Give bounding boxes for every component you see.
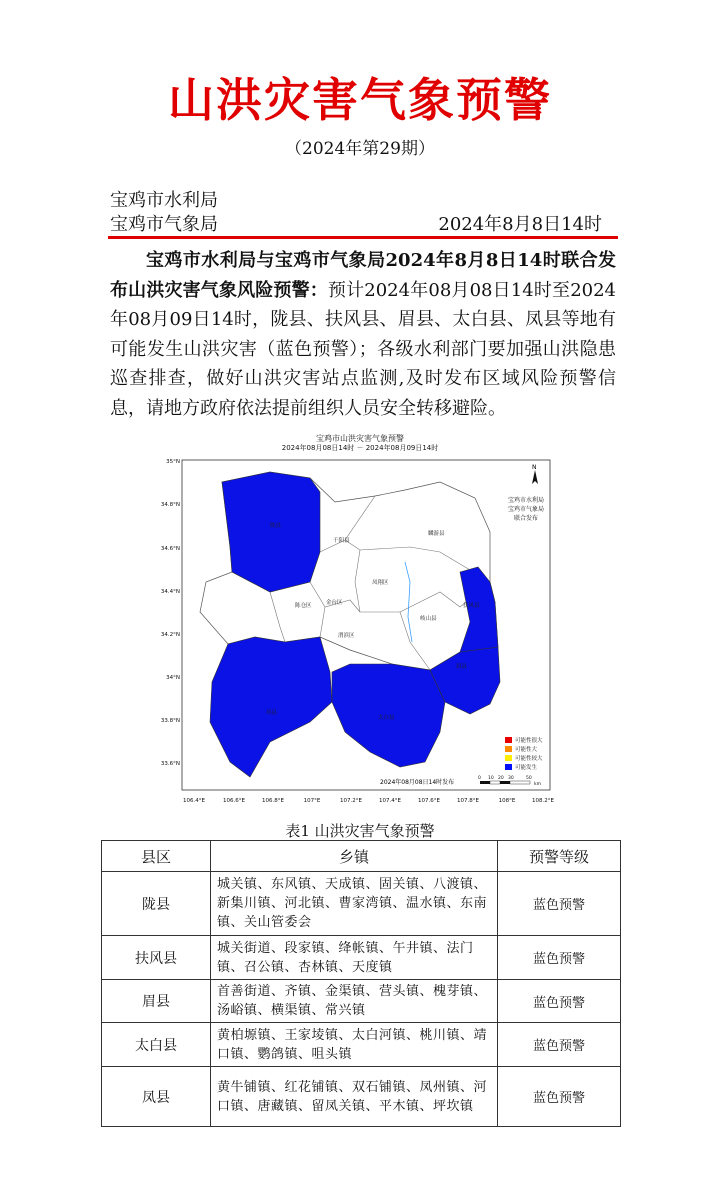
lon-axis: [183, 798, 554, 804]
scale-label: 20: [498, 776, 504, 781]
county-cell: 太白县: [102, 1023, 211, 1067]
legend-swatch: [505, 746, 512, 752]
lon-tick-label: 107.8°E: [457, 798, 479, 804]
level-cell: 蓝色预警: [498, 1023, 621, 1067]
county-cell: 眉县: [102, 980, 211, 1023]
map-issuer-line: 宝鸡市水利局: [507, 497, 545, 504]
table-header-row: [102, 841, 621, 872]
header-towns: 乡镇: [211, 841, 498, 872]
county-cell: 扶风县: [102, 936, 211, 980]
towns-cell: 城关镇、东风镇、天成镇、固关镇、八渡镇、新集川镇、河北镇、曹家湾镇、温水镇、东南镇、关山管委会: [211, 872, 498, 936]
issuer-water-bureau: 宝鸡市水利局: [110, 190, 218, 211]
legend-label: 可能性大: [515, 747, 538, 753]
lon-tick-label: 106.8°E: [262, 798, 284, 804]
scale-label: 10: [488, 776, 494, 781]
district-label: 千阳县: [333, 538, 350, 544]
district-label: 凤翔区: [372, 580, 389, 586]
scale-label: 30: [508, 776, 514, 781]
level-cell: 蓝色预警: [498, 936, 621, 980]
table-row: [102, 1023, 621, 1067]
warning-body-rest: 预计2024年08月08日14时至2024年08月09日14时，陇县、扶风县、眉县、太白县、凤县等地有可能发生山洪灾害（蓝色预警）；各级水利部门要加强山洪隐患巡查排查，做好山洪灾害站点监测,及时发布区域风险预警信息，请地方政府依法提前组织人员安全转移避险。: [110, 279, 616, 419]
lat-tick-label: 33.8°N: [160, 718, 180, 724]
warning-map: [160, 432, 560, 812]
level-cell: 蓝色预警: [498, 1067, 621, 1127]
lat-tick-label: 33.6°N: [160, 761, 180, 767]
county-cell: 凤县: [102, 1067, 211, 1127]
towns-cell: 黄柏塬镇、王家堎镇、太白河镇、桃川镇、靖口镇、鹦鸽镇、咀头镇: [211, 1023, 498, 1067]
table-row: [102, 980, 621, 1023]
legend-label: 可能发生: [515, 765, 538, 771]
lat-tick-label: 34.4°N: [160, 589, 180, 595]
district-label: 金台区: [326, 600, 343, 606]
lon-tick-label: 107°E: [303, 798, 321, 804]
warning-table: [101, 840, 621, 1127]
lon-tick-label: 107.6°E: [418, 798, 440, 804]
level-cell: 蓝色预警: [498, 872, 621, 936]
page-title: 山洪灾害气象预警: [168, 73, 552, 127]
legend-label: 可能性很大: [515, 738, 543, 744]
map-issuer-line: 联合发布: [513, 515, 539, 522]
lat-tick-label: 34°N: [166, 675, 180, 681]
lon-tick-label: 107.2°E: [340, 798, 362, 804]
district-label: 陇县: [270, 523, 282, 529]
district-label: 岐山县: [420, 616, 437, 622]
legend-swatch: [505, 764, 512, 770]
district-label: 陈仓区: [295, 603, 312, 609]
county-longxian: [222, 472, 320, 592]
scale-label: km: [534, 782, 541, 787]
towns-cell: 黄牛铺镇、红花铺镇、双石铺镇、凤州镇、河口镇、唐藏镇、留凤关镇、平木镇、坪坎镇: [211, 1067, 498, 1127]
scale-label: 50: [526, 776, 532, 781]
warning-body: [110, 246, 616, 423]
table-row: [102, 872, 621, 936]
map-title: 宝鸡市山洪灾害气象预警: [316, 434, 404, 443]
svg-text:N: N: [532, 464, 537, 471]
legend-label: 可能性较大: [515, 756, 543, 762]
scale-label: 0: [478, 776, 481, 781]
lat-tick-label: 34.2°N: [160, 632, 180, 638]
issue-number: （2024年第29期）: [285, 139, 435, 159]
district-label: 渭滨区: [338, 633, 355, 639]
red-divider: [108, 236, 618, 239]
district-label: 凤县: [266, 710, 278, 716]
towns-cell: 城关街道、段家镇、绛帐镇、午井镇、法门镇、召公镇、杏林镇、天度镇: [211, 936, 498, 980]
district-label: 太白县: [378, 715, 395, 721]
lat-tick-label: 34.8°N: [160, 502, 180, 508]
lon-tick-label: 108°E: [498, 798, 516, 804]
legend-swatch: [505, 755, 512, 761]
table-row: [102, 936, 621, 980]
header-level: 预警等级: [498, 841, 621, 872]
legend-swatch: [505, 737, 512, 743]
map-footer: 2024年08月08日14时发布: [380, 779, 455, 786]
lat-axis: [161, 459, 180, 767]
map-subtitle: 2024年08月08日14时 － 2024年08月09日14时: [281, 444, 439, 452]
towns-cell: 首善街道、齐镇、金渠镇、营头镇、槐芽镇、汤峪镇、横渠镇、常兴镇: [211, 980, 498, 1023]
table-caption: 表1 山洪灾害气象预警: [285, 822, 435, 840]
lon-tick-label: 108.2°E: [532, 798, 554, 804]
lon-tick-label: 107.4°E: [379, 798, 401, 804]
lat-tick-label: 34.6°N: [160, 546, 180, 552]
lat-tick-label: 35°N: [166, 459, 180, 465]
lon-tick-label: 106.6°E: [223, 798, 245, 804]
map-issuer-line: 宝鸡市气象局: [507, 506, 545, 513]
warning-body-bold: 宝鸡市水利局与宝鸡市气象局2024年8月8日14时联合发布山洪灾害气象风险预警：: [110, 250, 616, 301]
header-county: 县区: [102, 841, 211, 872]
district-label: 扶风县: [463, 603, 480, 609]
district-label: 眉县: [456, 664, 468, 670]
county-cell: 陇县: [102, 872, 211, 936]
lon-tick-label: 106.4°E: [183, 798, 205, 804]
level-cell: 蓝色预警: [498, 980, 621, 1023]
table-row: [102, 1067, 621, 1127]
issue-date: 2024年8月8日14时: [438, 214, 602, 235]
issuer-meteorological-bureau: 宝鸡市气象局: [110, 214, 218, 235]
district-label: 麟游县: [428, 531, 445, 537]
